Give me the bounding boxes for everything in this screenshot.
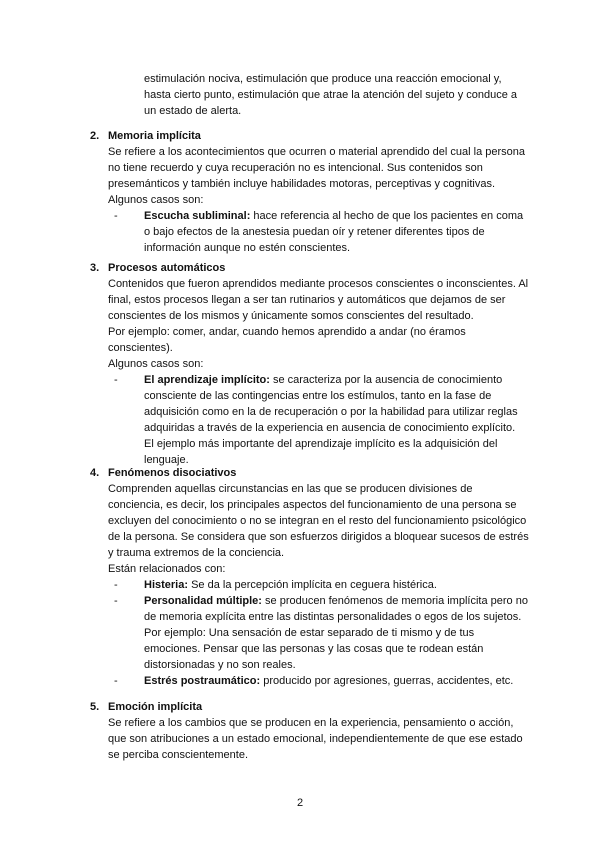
item-description: se producen fenómenos de memoria implícita pero no de memoria explícita entre las distintas personalidades o egos de los sujetos. — [144, 595, 528, 623]
list-item — [108, 593, 530, 673]
intro-paragraph: estimulación nociva, estimulación que produce una reacción emocional y, hasta cierto punto, estimulación que atrae la atención del sujeto y conduce a un estado de alerta. — [144, 73, 518, 117]
dash-bullet: - — [114, 579, 118, 591]
section-paragraph: Algunos casos son: — [108, 358, 204, 370]
list-item-text — [144, 593, 530, 625]
section-heading — [90, 699, 530, 715]
list-item — [108, 208, 530, 256]
item-description: hace referencia al hecho de que los pacientes en coma o bajo efectos de la anestesia puedan oír y retener diferentes tipos de información aunque no estén conscientes. — [144, 210, 524, 254]
section-paragraph: Se refiere a los acontecimientos que ocurren o material aprendido del cual la persona no tiene recuerdo y cuya recuperación no es intencional. Sus contenidos son presemánticos y también incluye habilidades motoras, perceptivas y cognitivas. — [108, 146, 526, 190]
section-paragraph: Por ejemplo: comer, andar, cuando hemos aprendido a andar (no éramos conscientes). — [108, 326, 466, 354]
item-term: Estrés postraumático: — [144, 675, 261, 687]
section-paragraph: Están relacionados con: — [108, 563, 226, 575]
item-description: se caracteriza por la ausencia de conocimiento consciente de las contingencias entre los estímulos, tanto en la fase de adquisición como en la de recuperación o por la habilidad para utilizar reglas adquiridas a través de la experiencia en ausencia de conocimiento explícito. — [144, 374, 518, 434]
section-paragraph: Contenidos que fueron aprendidos mediante procesos conscientes o inconscientes. Al final, estos procesos llegan a ser tan rutinarios y automáticos que dejamos de ser conscientes de los mismos y únicamente somos conscientes del resultado. — [108, 278, 529, 322]
section-title: Memoria implícita — [108, 130, 201, 142]
item-term: Escucha subliminal: — [144, 210, 251, 222]
list-item-text — [144, 673, 530, 689]
dash-bullet: - — [114, 595, 118, 607]
section-number: 3. — [90, 262, 100, 274]
section-paragraph: Algunos casos son: — [108, 194, 204, 206]
page-number: 2 — [296, 797, 304, 809]
list-item-extra: Por ejemplo: Una sensación de estar separado de ti mismo y de tus emociones. Pensar que las personas y las cosas que te rodean están distorsionadas y no son reales. — [144, 627, 484, 671]
section-memoria-implicita — [90, 128, 530, 256]
section-paragraph: Comprenden aquellas circunstancias en las que se producen divisiones de conciencia, es decir, los principales aspectos del funcionamiento de una persona se excluyen del conocimiento o no se integran en el resto del funcionamiento psicológico de la persona. Se considera que son esfuerzos dirigidos a bloquear sucesos de estrés y trauma extremos de la conciencia. — [108, 483, 529, 559]
section-heading — [90, 260, 530, 276]
section-body — [108, 715, 530, 763]
item-description: Se da la percepción implícita en ceguera histérica. — [188, 579, 437, 591]
section-title: Emoción implícita — [108, 701, 203, 713]
section-number: 2. — [90, 130, 100, 142]
section-body — [108, 276, 530, 468]
section-fenomenos-disociativos — [90, 465, 530, 689]
dash-bullet: - — [114, 374, 118, 386]
section-title: Procesos automáticos — [108, 262, 226, 274]
item-description: producido por agresiones, guerras, accidentes, etc. — [260, 675, 514, 687]
list-item-text — [144, 208, 530, 256]
item-term: Personalidad múltiple: — [144, 595, 262, 607]
section-heading — [90, 465, 530, 481]
list-item — [108, 673, 530, 689]
section-body — [108, 144, 530, 256]
list-item-text — [144, 372, 530, 436]
section-number: 4. — [90, 467, 100, 479]
list-item — [108, 372, 530, 468]
list-item-extra: El ejemplo más importante del aprendizaje implícito es la adquisición del lenguaje. — [144, 438, 498, 466]
section-procesos-automaticos — [90, 260, 530, 468]
item-term: Histeria: — [144, 579, 189, 591]
list-item-text — [144, 577, 530, 593]
section-paragraph: Se refiere a los cambios que se producen en la experiencia, pensamiento o acción, que son atribuciones a un estado emocional, independientemente de que ese estado se perciba conscientemente. — [108, 717, 523, 761]
item-term: El aprendizaje implícito: — [144, 374, 270, 386]
dash-bullet: - — [114, 675, 118, 687]
list-item — [108, 577, 530, 593]
section-title: Fenómenos disociativos — [108, 467, 237, 479]
section-number: 5. — [90, 701, 100, 713]
section-emocion-implicita — [90, 699, 530, 763]
dash-bullet: - — [114, 210, 118, 222]
section-heading — [90, 128, 530, 144]
section-body — [108, 481, 530, 689]
